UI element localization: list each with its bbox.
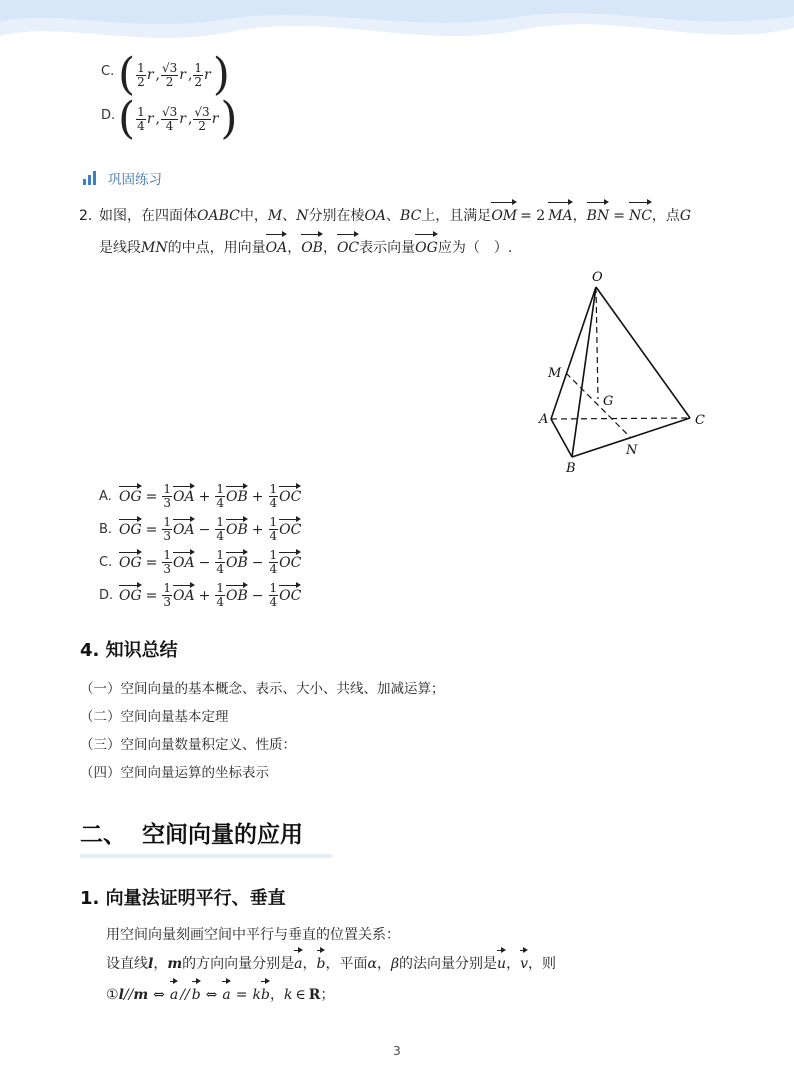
answer-option-label: B. [99, 522, 113, 537]
option-c-coordinates: ( $\frac{1}{2}$ r , $\frac{√3}{2}$ r , $\frac{1}{2}$ r ) [118, 49, 230, 100]
edge-OA [551, 287, 596, 419]
paragraph-parallel-rule: ①l//m ⇔ a // b ⇔ a = kb，k ∈ R； [106, 984, 334, 1006]
chapter-underline [80, 854, 332, 858]
question-line-2: 是线段MN的中点，用向量OA，OB，OC表示向量OG应为（ ）. [99, 237, 512, 259]
answer-option-label: C. [99, 555, 113, 570]
label-B: B [566, 461, 576, 476]
question-number: 2. [79, 208, 93, 224]
question-line-1: 如图，在四面体OABC中，M、N分别在棱OA、BC上，且满足OM = 2 MA，BN = NC，点G [99, 205, 691, 227]
practice-heading: 巩固练习 [82, 168, 162, 188]
label-C: C [695, 413, 705, 428]
summary-item: （二）空间向量基本定理 [80, 709, 229, 725]
section-4-title: 4. 知识总结 [80, 640, 178, 661]
label-M: M [548, 366, 562, 381]
answer-expression: OG = $\frac{1}{3}$ OA + $\frac{1}{4}$ OB − $\frac{1}{4}$ OC [119, 581, 302, 609]
answer-option-label: D. [99, 588, 114, 603]
answer-option [99, 546, 301, 579]
subsection-title: 1. 向量法证明平行、垂直 [80, 888, 286, 909]
bar-chart-icon [82, 171, 98, 185]
answer-options [99, 480, 301, 612]
label-G: G [603, 394, 614, 409]
option-c-label: C. [101, 64, 115, 79]
segment-OG-hidden [596, 287, 598, 399]
answer-expression: OG = $\frac{1}{3}$ OA − $\frac{1}{4}$ OB − $\frac{1}{4}$ OC [119, 548, 302, 576]
label-N: N [626, 443, 638, 458]
answer-option [99, 579, 301, 612]
option-d-coordinates: ( $\frac{1}{4}$ r , $\frac{√3}{4}$ r , $\frac{√3}{2}$ r ) [118, 93, 238, 144]
chapter-title: 二、 空间向量的应用 [80, 822, 304, 848]
paragraph-intro: 用空间向量刻画空间中平行与垂直的位置关系： [106, 927, 400, 943]
answer-option [99, 513, 301, 546]
edge-AB [551, 419, 572, 457]
answer-expression: OG = $\frac{1}{3}$ OA − $\frac{1}{4}$ OB + $\frac{1}{4}$ OC [119, 515, 302, 543]
edge-AC-hidden [551, 418, 690, 419]
label-O: O [592, 270, 603, 285]
label-A: A [539, 412, 549, 427]
edge-OB [572, 287, 596, 457]
page-number: 3 [393, 1044, 401, 1058]
answer-option-label: A. [99, 489, 112, 504]
answer-expression: OG = $\frac{1}{3}$ OA + $\frac{1}{4}$ OB + $\frac{1}{4}$ OC [119, 482, 302, 510]
summary-item: （四）空间向量运算的坐标表示 [80, 765, 269, 781]
tetrahedron-figure [530, 265, 720, 480]
answer-option [99, 480, 301, 513]
summary-item: （三）空间向量数量积定义、性质： [80, 737, 296, 753]
summary-item: （一）空间向量的基本概念、表示、大小、共线、加减运算； [80, 681, 445, 697]
paragraph-setup: 设直线l，m的方向向量分别是a，b，平面α，β的法向量分别是u，v，则 [106, 953, 556, 975]
option-d-label: D. [101, 108, 116, 123]
